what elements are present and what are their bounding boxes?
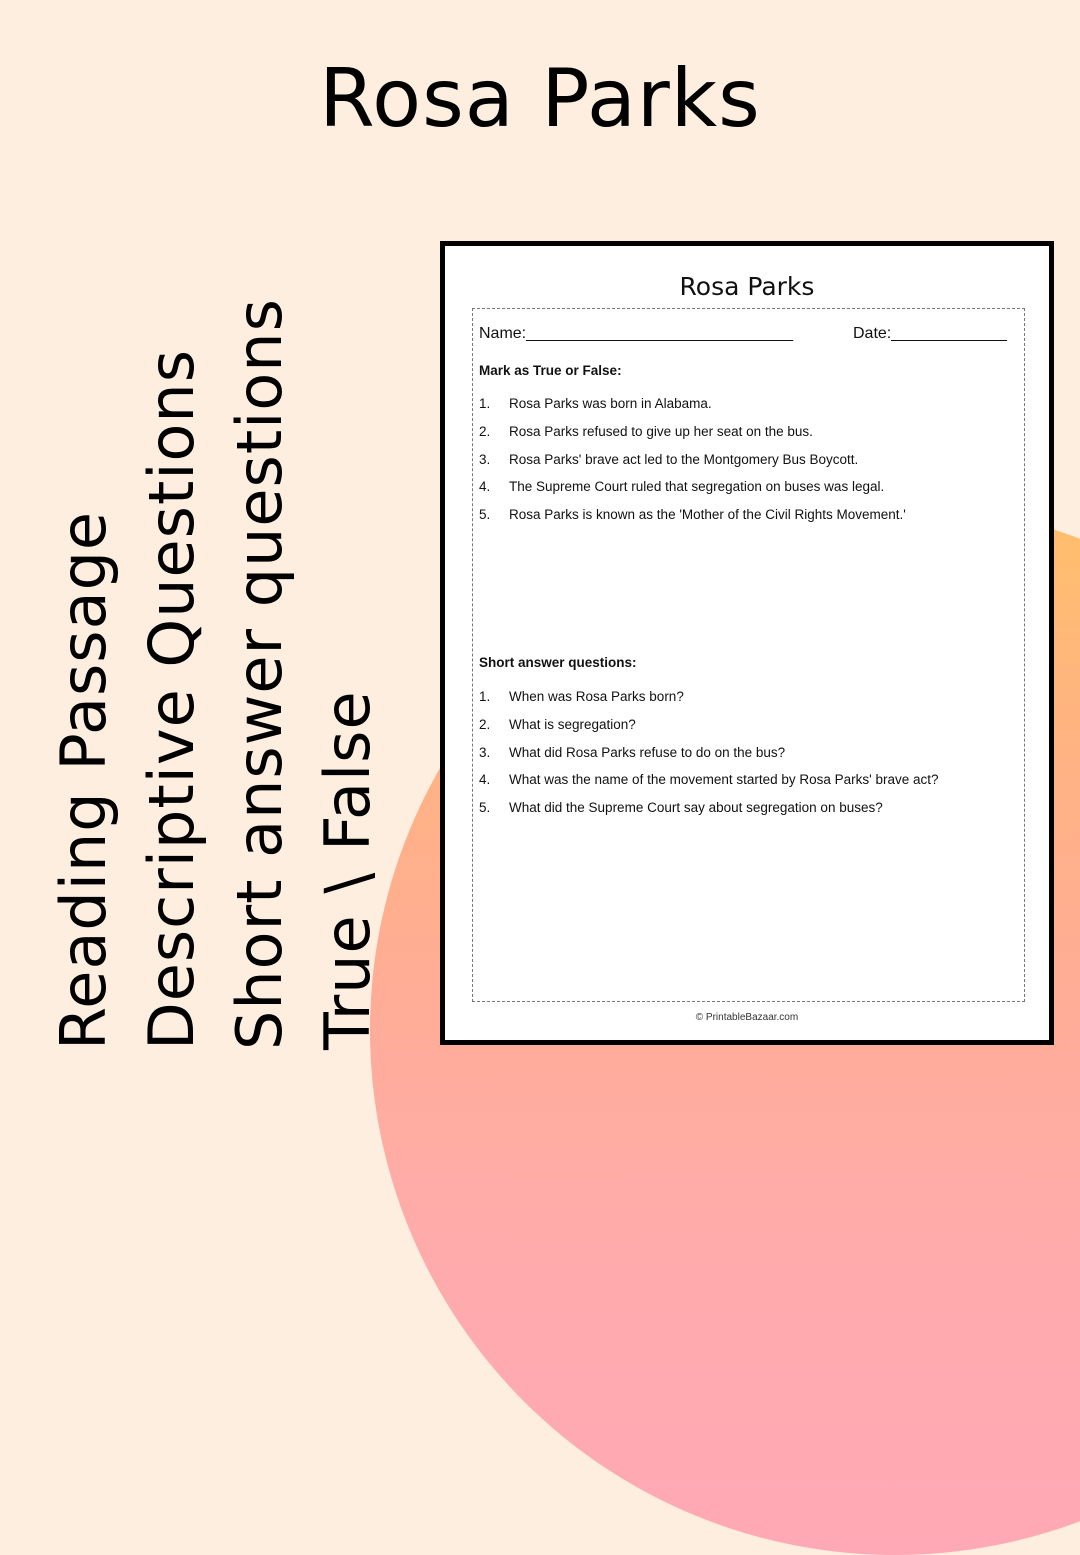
item-text: What did the Supreme Court say about segregation on buses? xyxy=(509,800,883,816)
list-item xyxy=(479,745,1014,773)
item-text: What did Rosa Parks refuse to do on the bus? xyxy=(509,744,786,760)
list-item xyxy=(479,424,1014,452)
worksheet-title: Rosa Parks xyxy=(679,272,815,301)
list-item xyxy=(479,452,1014,480)
list-item xyxy=(479,689,1014,717)
list-item xyxy=(479,396,1014,424)
item-text: When was Rosa Parks born? xyxy=(509,689,684,704)
item-text: Rosa Parks' brave act led to the Montgomery Bus Boycott. xyxy=(509,451,859,467)
item-number: 3. xyxy=(479,451,491,467)
feature-label-reading-passage: Reading Passage xyxy=(47,510,120,1050)
true-false-heading: Mark as True or False: xyxy=(479,363,622,378)
item-text: Rosa Parks refused to give up her seat on the bus. xyxy=(509,423,813,439)
list-item xyxy=(479,772,1014,800)
item-number: 4. xyxy=(479,479,491,495)
true-false-list xyxy=(479,396,1014,535)
item-number: 1. xyxy=(479,396,491,411)
item-text: Rosa Parks is known as the 'Mother of the Civil Rights Movement.' xyxy=(509,507,906,523)
vertical-feature-list xyxy=(40,280,392,1050)
item-text: The Supreme Court ruled that segregation on buses was legal. xyxy=(509,479,885,495)
item-number: 2. xyxy=(479,716,491,732)
item-number: 3. xyxy=(479,744,491,760)
feature-label-descriptive-questions: Descriptive Questions xyxy=(135,348,208,1050)
list-item xyxy=(479,717,1014,745)
item-text: What is segregation? xyxy=(509,716,636,732)
list-item xyxy=(479,507,1014,535)
item-number: 4. xyxy=(479,772,491,788)
item-number: 1. xyxy=(479,689,491,704)
short-answer-list xyxy=(479,689,1014,828)
list-item xyxy=(479,479,1014,507)
item-text: What was the name of the movement started by Rosa Parks' brave act? xyxy=(509,772,939,788)
short-answer-heading: Short answer questions: xyxy=(479,655,637,670)
name-field: Name:______________________________ xyxy=(479,325,794,342)
date-field: Date:_____________ xyxy=(853,325,1007,342)
page-title: Rosa Parks xyxy=(319,52,761,145)
copyright-footer: © PrintableBazaar.com xyxy=(695,1012,799,1023)
worksheet-preview xyxy=(440,241,1054,1045)
feature-label-true-false: True \ False xyxy=(311,690,384,1050)
item-text: Rosa Parks was born in Alabama. xyxy=(509,396,712,411)
item-number: 5. xyxy=(479,800,491,816)
worksheet-content-box xyxy=(472,308,1025,1002)
item-number: 2. xyxy=(479,423,491,439)
list-item xyxy=(479,800,1014,828)
feature-label-short-answer-questions: Short answer questions xyxy=(223,298,296,1050)
item-number: 5. xyxy=(479,507,491,523)
